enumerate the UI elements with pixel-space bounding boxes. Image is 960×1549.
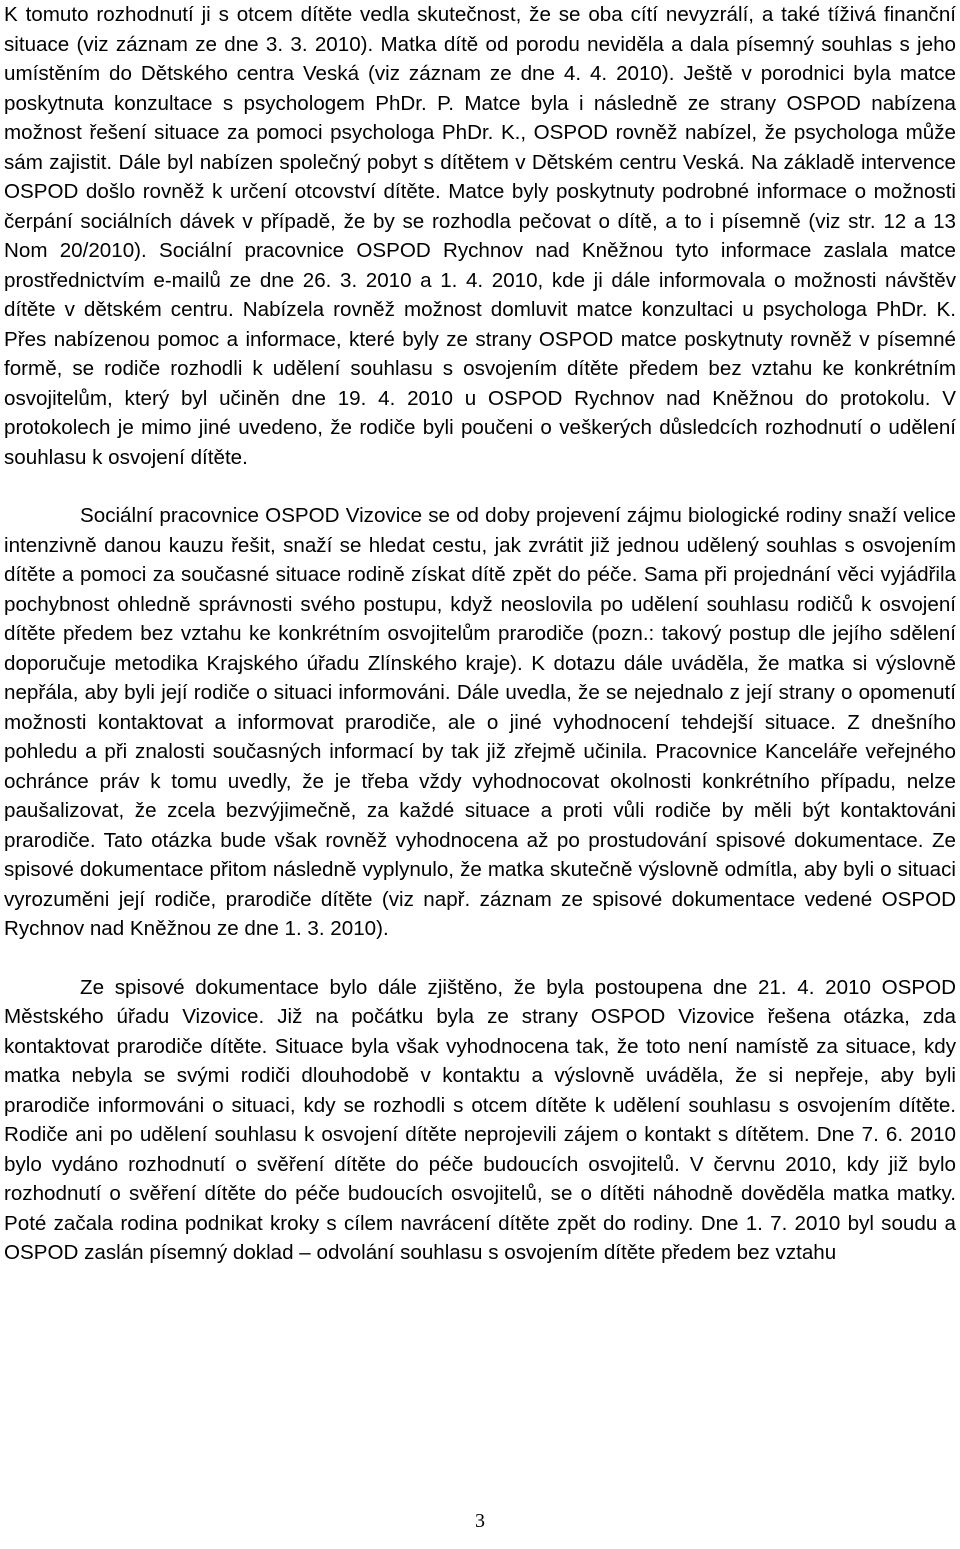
- paragraph-2: Sociální pracovnice OSPOD Vizovice se od doby projevení zájmu biologické rodiny snaží velice intenzivně danou kauzu řešit, snaží se hledat cestu, jak zvrátit již jednou udělený souhlas s osvojením dítěte a pomoci za současné situace rodině získat dítě zpět do péče. Sama při projednání věci vyjádřila pochybnost ohledně správnosti svého postupu, když neoslovila po udělení souhlasu rodičů k osvojení dítěte předem bez vztahu ke konkrétním osvojitelům prarodiče (pozn.: takový postup dle jejího sdělení doporučuje metodika Krajského úřadu Zlínského kraje). K dotazu dále uváděla, že matka si výslovně nepřála, aby byli její rodiče o situaci informováni. Dále uvedla, že se nejednalo z její strany o opomenutí možnosti kontaktovat a informovat prarodiče, ale o jiné vyhodnocení tehdejší situace. Z dnešního pohledu a při znalosti současných informací by tak již zřejmě učinila. Pracovnice Kanceláře veřejného ochránce práv k tomu uvedly, že je třeba vždy vyhodnocovat okolnosti konkrétního případu, nelze paušalizovat, že zcela bezvýjimečně, za každé situace a proti vůli rodiče by měli být kontaktováni prarodiče. Tato otázka bude však rovněž vyhodnocena až po prostudování spisové dokumentace. Ze spisové dokumentace přitom následně vyplynulo, že matka skutečně výslovně odmítla, aby byli o situaci vyrozuměni její rodiče, prarodiče dítěte (viz např. záznam ze spisové dokumentace vedené OSPOD Rychnov nad Kněžnou ze dne 1. 3. 2010).: [4, 504, 956, 940]
- page-number: 3: [475, 1510, 485, 1532]
- paragraph-3: Ze spisové dokumentace bylo dále zjištěno, že byla postoupena dne 21. 4. 2010 OSPOD Městského úřadu Vizovice. Již na počátku byla ze strany OSPOD Vizovice řešena otázka, zda kontaktovat prarodiče dítěte. Situace byla však vyhodnocena tak, že toto není namístě za situace, kdy matka nebyla se svými rodiči dlouhodobě v kontaktu a výslovně uváděla, že si nepřeje, aby byli prarodiče informováni o situaci, kdy se rozhodli s otcem dítěte k udělení souhlasu s osvojením dítěte. Rodiče ani po udělení souhlasu k osvojení dítěte neprojevili zájem o kontakt s dítětem. Dne 7. 6. 2010 bylo vydáno rozhodnutí o svěření dítěte do péče budoucích osvojitelů. V červnu 2010, kdy již bylo rozhodnutí o svěření dítěte do péče budoucích osvojitelů, se o dítěti náhodně dověděla matka matky. Poté začala rodina podnikat kroky s cílem navrácení dítěte zpět do rodiny. Dne 1. 7. 2010 byl soudu a OSPOD zaslán písemný doklad – odvolání souhlasu s osvojením dítěte předem bez vztahu: [4, 975, 956, 1264]
- paragraph-gap: [4, 472, 956, 501]
- paragraph-gap: [4, 944, 956, 973]
- paragraph-1: K tomuto rozhodnutí ji s otcem dítěte vedla skutečnost, že se oba cítí nevyzrálí, a také tíživá finanční situace (viz záznam ze dne 3. 3. 2010). Matka dítě od porodu neviděla a dala písemný souhlas s jeho umístěním do Dětského centra Veská (viz záznam ze dne 4. 4. 2010). Ještě v porodnici byla matce poskytnuta konzultace s psychologem PhDr. P. Matce byla i následně ze strany OSPOD nabízena možnost řešení situace za pomoci psychologa PhDr. K., OSPOD rovněž nabízel, že psychologa může sám zajistit. Dále byl nabízen společný pobyt s dítětem v Dětském centru Veská. Na základě intervence OSPOD došlo rovněž k určení otcovství dítěte. Matce byly poskytnuty podrobné informace o možnosti čerpání sociálních dávek v případě, že by se rozhodla pečovat o dítě, a to i písemně (viz str. 12 a 13 Nom 20/2010). Sociální pracovnice OSPOD Rychnov nad Kněžnou tyto informace zaslala matce prostřednictvím e-mailů ze dne 26. 3. 2010 a 1. 4. 2010, kde ji dále informovala o možnosti návštěv dítěte v dětském centru. Nabízela rovněž možnost domluvit matce konzultaci u psychologa PhDr. K. Přes nabízenou pomoc a informace, které byly ze strany OSPOD matce poskytnuty rovněž v písemné formě, se rodiče rozhodli k udělení souhlasu s osvojením dítěte předem bez vztahu ke konkrétním osvojitelům, který byl učiněn dne 19. 4. 2010 u OSPOD Rychnov nad Kněžnou do protokolu. V protokolech je mimo jiné uvedeno, že rodiče byli poučeni o veškerých důsledcích rozhodnutí o udělení souhlasu k osvojení dítěte.: [4, 3, 956, 469]
- document-body: [4, 0, 956, 1268]
